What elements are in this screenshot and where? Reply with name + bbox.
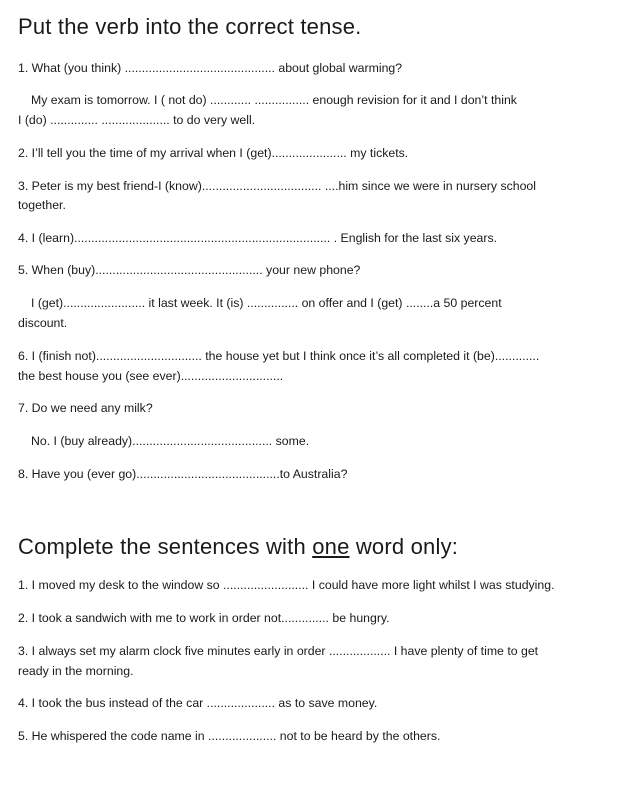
question-1b-cont: I (do) .............. .................... to do very well. [18,113,256,127]
question-2: 2. I’ll tell you the time of my arrival when I (get)...................... my tickets. [18,146,409,160]
question-5b-cont: discount. [18,316,68,330]
question-8: 8. Have you (ever go)..........................................to Australia? [18,467,348,481]
question-6-cont: the best house you (see ever).............................. [18,369,284,383]
title-underlined-word: one [312,534,350,559]
sentence-5: 5. He whispered the code name in .................... not to be heard by the others. [18,729,441,743]
sentence-2: 2. I took a sandwich with me to work in order not.............. be hungry. [18,611,390,625]
section-1-title: Put the verb into the correct tense. [18,14,362,39]
question-7b: No. I (buy already)......................................... some. [31,434,310,448]
sentence-1: 1. I moved my desk to the window so ......................... I could have more light whilst I was studying. [18,578,555,592]
question-1: 1. What (you think) ............................................ about global warming? [18,61,403,75]
question-7: 7. Do we need any milk? [18,401,153,415]
sentence-4: 4. I took the bus instead of the car .................... as to save money. [18,696,378,710]
question-1b: My exam is tomorrow. I ( not do) ............ ................ enough revision for it and I don’t think [31,93,517,107]
question-4: 4. I (learn)........................................................................... . English for the last six years. [18,231,498,245]
section-2-title [18,534,458,560]
question-5: 5. When (buy)................................................. your new phone? [18,263,361,277]
title-text-end: word only: [349,534,459,559]
question-3-cont: together. [18,198,66,212]
question-5b: I (get)........................ it last week. It (is) ............... on offer and I (get) ........a 50 percent [31,296,502,310]
sentence-3-cont: ready in the morning. [18,664,134,678]
sentence-3: 3. I always set my alarm clock five minutes early in order .................. I have plenty of time to get [18,644,539,658]
title-text: Complete the sentences with [18,534,313,559]
question-6: 6. I (finish not)............................... the house yet but I think once it’s all completed it (be)............. [18,349,540,363]
question-3: 3. Peter is my best friend-I (know)................................... ....him since we were in nursery school [18,179,537,193]
